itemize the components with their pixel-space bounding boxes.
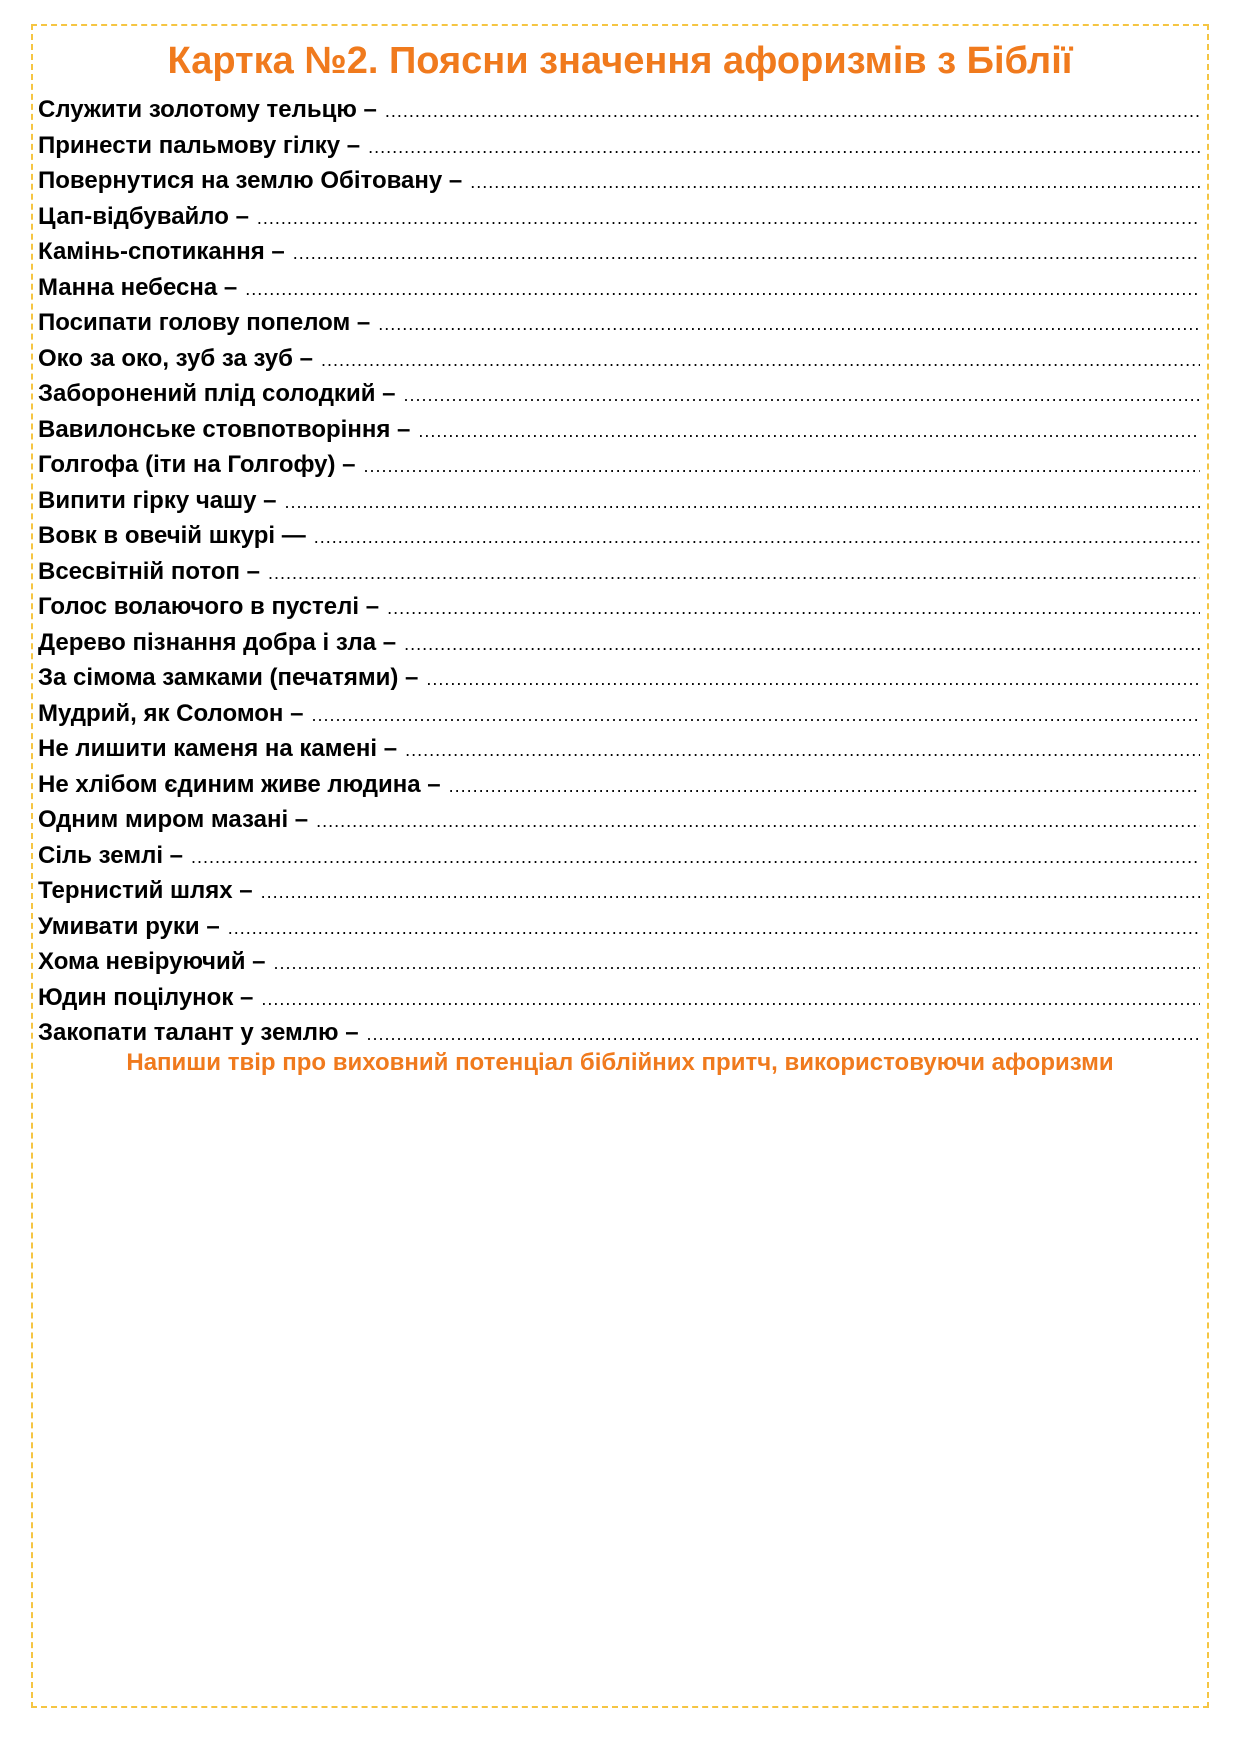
aphorism-term: Випити гірку чашу – (38, 486, 277, 514)
answer-dotted-line[interactable] (404, 634, 1200, 655)
answer-dotted-line[interactable] (261, 989, 1200, 1010)
aphorism-term: Вовк в овечій шкурі — (38, 522, 306, 549)
aphorism-list (38, 96, 1200, 1055)
aphorism-row (38, 416, 1200, 452)
aphorism-term: Одним миром мазані – (38, 806, 309, 833)
aphorism-term: Закопати талант у землю – (38, 1019, 359, 1046)
answer-dotted-line[interactable] (228, 918, 1200, 939)
aphorism-term: Служити золотому тельцю – (38, 96, 377, 123)
aphorism-term: Мудрий, як Соломон – (38, 699, 304, 727)
aphorism-row (38, 132, 1200, 168)
aphorism-term: Голгофа (іти на Голгофу) – (38, 451, 356, 478)
answer-dotted-line[interactable] (449, 776, 1200, 797)
aphorism-term: Не лишити каменя на камені – (38, 735, 398, 762)
aphorism-row (38, 735, 1200, 771)
answer-dotted-line[interactable] (321, 350, 1200, 371)
aphorism-row (38, 877, 1200, 913)
essay-instruction: Напиши твір про виховний потенціал біблійних притч, використовуючи афоризми (126, 1049, 1114, 1076)
aphorism-row (38, 629, 1200, 665)
answer-dotted-line[interactable] (314, 527, 1200, 548)
aphorism-term: Тернистий шлях – (38, 877, 253, 904)
aphorism-row (38, 558, 1200, 594)
aphorism-row (38, 913, 1200, 949)
aphorism-row (38, 487, 1200, 523)
aphorism-row (38, 593, 1200, 629)
aphorism-term: Принести пальмову гілку – (38, 131, 361, 159)
aphorism-row (38, 806, 1200, 842)
aphorism-term: Камінь-спотикання – (38, 238, 285, 265)
aphorism-term: Око за око, зуб за зуб – (38, 344, 313, 372)
aphorism-row (38, 984, 1200, 1020)
aphorism-row (38, 238, 1200, 274)
aphorism-term: Вавилонське стовпотворіння – (38, 415, 411, 443)
answer-dotted-line[interactable] (273, 953, 1200, 974)
aphorism-term: За сімома замками (печатями) – (38, 664, 419, 691)
aphorism-term: Умивати руки – (38, 912, 220, 940)
aphorism-row (38, 842, 1200, 878)
aphorism-row (38, 522, 1200, 558)
answer-dotted-line[interactable] (367, 1024, 1200, 1045)
answer-dotted-line[interactable] (261, 882, 1200, 903)
aphorism-term: Манна небесна – (38, 273, 238, 301)
answer-dotted-line[interactable] (405, 740, 1200, 761)
aphorism-row (38, 771, 1200, 807)
answer-dotted-line[interactable] (285, 492, 1200, 513)
aphorism-row (38, 203, 1200, 239)
answer-dotted-line[interactable] (418, 421, 1200, 442)
aphorism-term: Повернутися на землю Обітовану – (38, 167, 463, 194)
aphorism-term: Всесвітній потоп – (38, 557, 260, 585)
aphorism-term: Сіль землі – (38, 841, 183, 869)
answer-dotted-line[interactable] (385, 101, 1200, 122)
aphorism-row (38, 345, 1200, 381)
aphorism-term: Юдин поцілунок – (38, 983, 254, 1011)
answer-dotted-line[interactable] (311, 705, 1200, 726)
answer-dotted-line[interactable] (257, 208, 1200, 229)
answer-dotted-line[interactable] (378, 314, 1200, 335)
answer-dotted-line[interactable] (426, 669, 1200, 690)
aphorism-term: Голос волаючого в пустелі – (38, 593, 380, 620)
aphorism-term: Посипати голову попелом – (38, 309, 371, 336)
answer-dotted-line[interactable] (316, 811, 1200, 832)
answer-dotted-line[interactable] (470, 172, 1200, 193)
aphorism-row (38, 96, 1200, 132)
answer-dotted-line[interactable] (403, 385, 1200, 406)
aphorism-row (38, 664, 1200, 700)
aphorism-row (38, 700, 1200, 736)
answer-dotted-line[interactable] (191, 847, 1200, 868)
aphorism-row (38, 948, 1200, 984)
aphorism-term: Цап-відбувайло – (38, 202, 249, 230)
aphorism-term: Не хлібом єдиним живе людина – (38, 770, 441, 798)
aphorism-term: Хома невіруючий – (38, 948, 266, 975)
aphorism-row (38, 451, 1200, 487)
aphorism-row (38, 274, 1200, 310)
answer-dotted-line[interactable] (268, 563, 1200, 584)
answer-dotted-line[interactable] (245, 279, 1200, 300)
aphorism-row (38, 167, 1200, 203)
aphorism-row (38, 380, 1200, 416)
aphorism-term: Заборонений плід солодкий – (38, 380, 396, 407)
answer-dotted-line[interactable] (364, 456, 1200, 477)
aphorism-term: Дерево пізнання добра і зла – (38, 628, 397, 656)
answer-dotted-line[interactable] (387, 598, 1200, 619)
aphorism-row (38, 309, 1200, 345)
card-title: Картка №2. Поясни значення афоризмів з Біблії (167, 40, 1073, 82)
answer-dotted-line[interactable] (368, 137, 1200, 158)
answer-dotted-line[interactable] (293, 243, 1200, 264)
